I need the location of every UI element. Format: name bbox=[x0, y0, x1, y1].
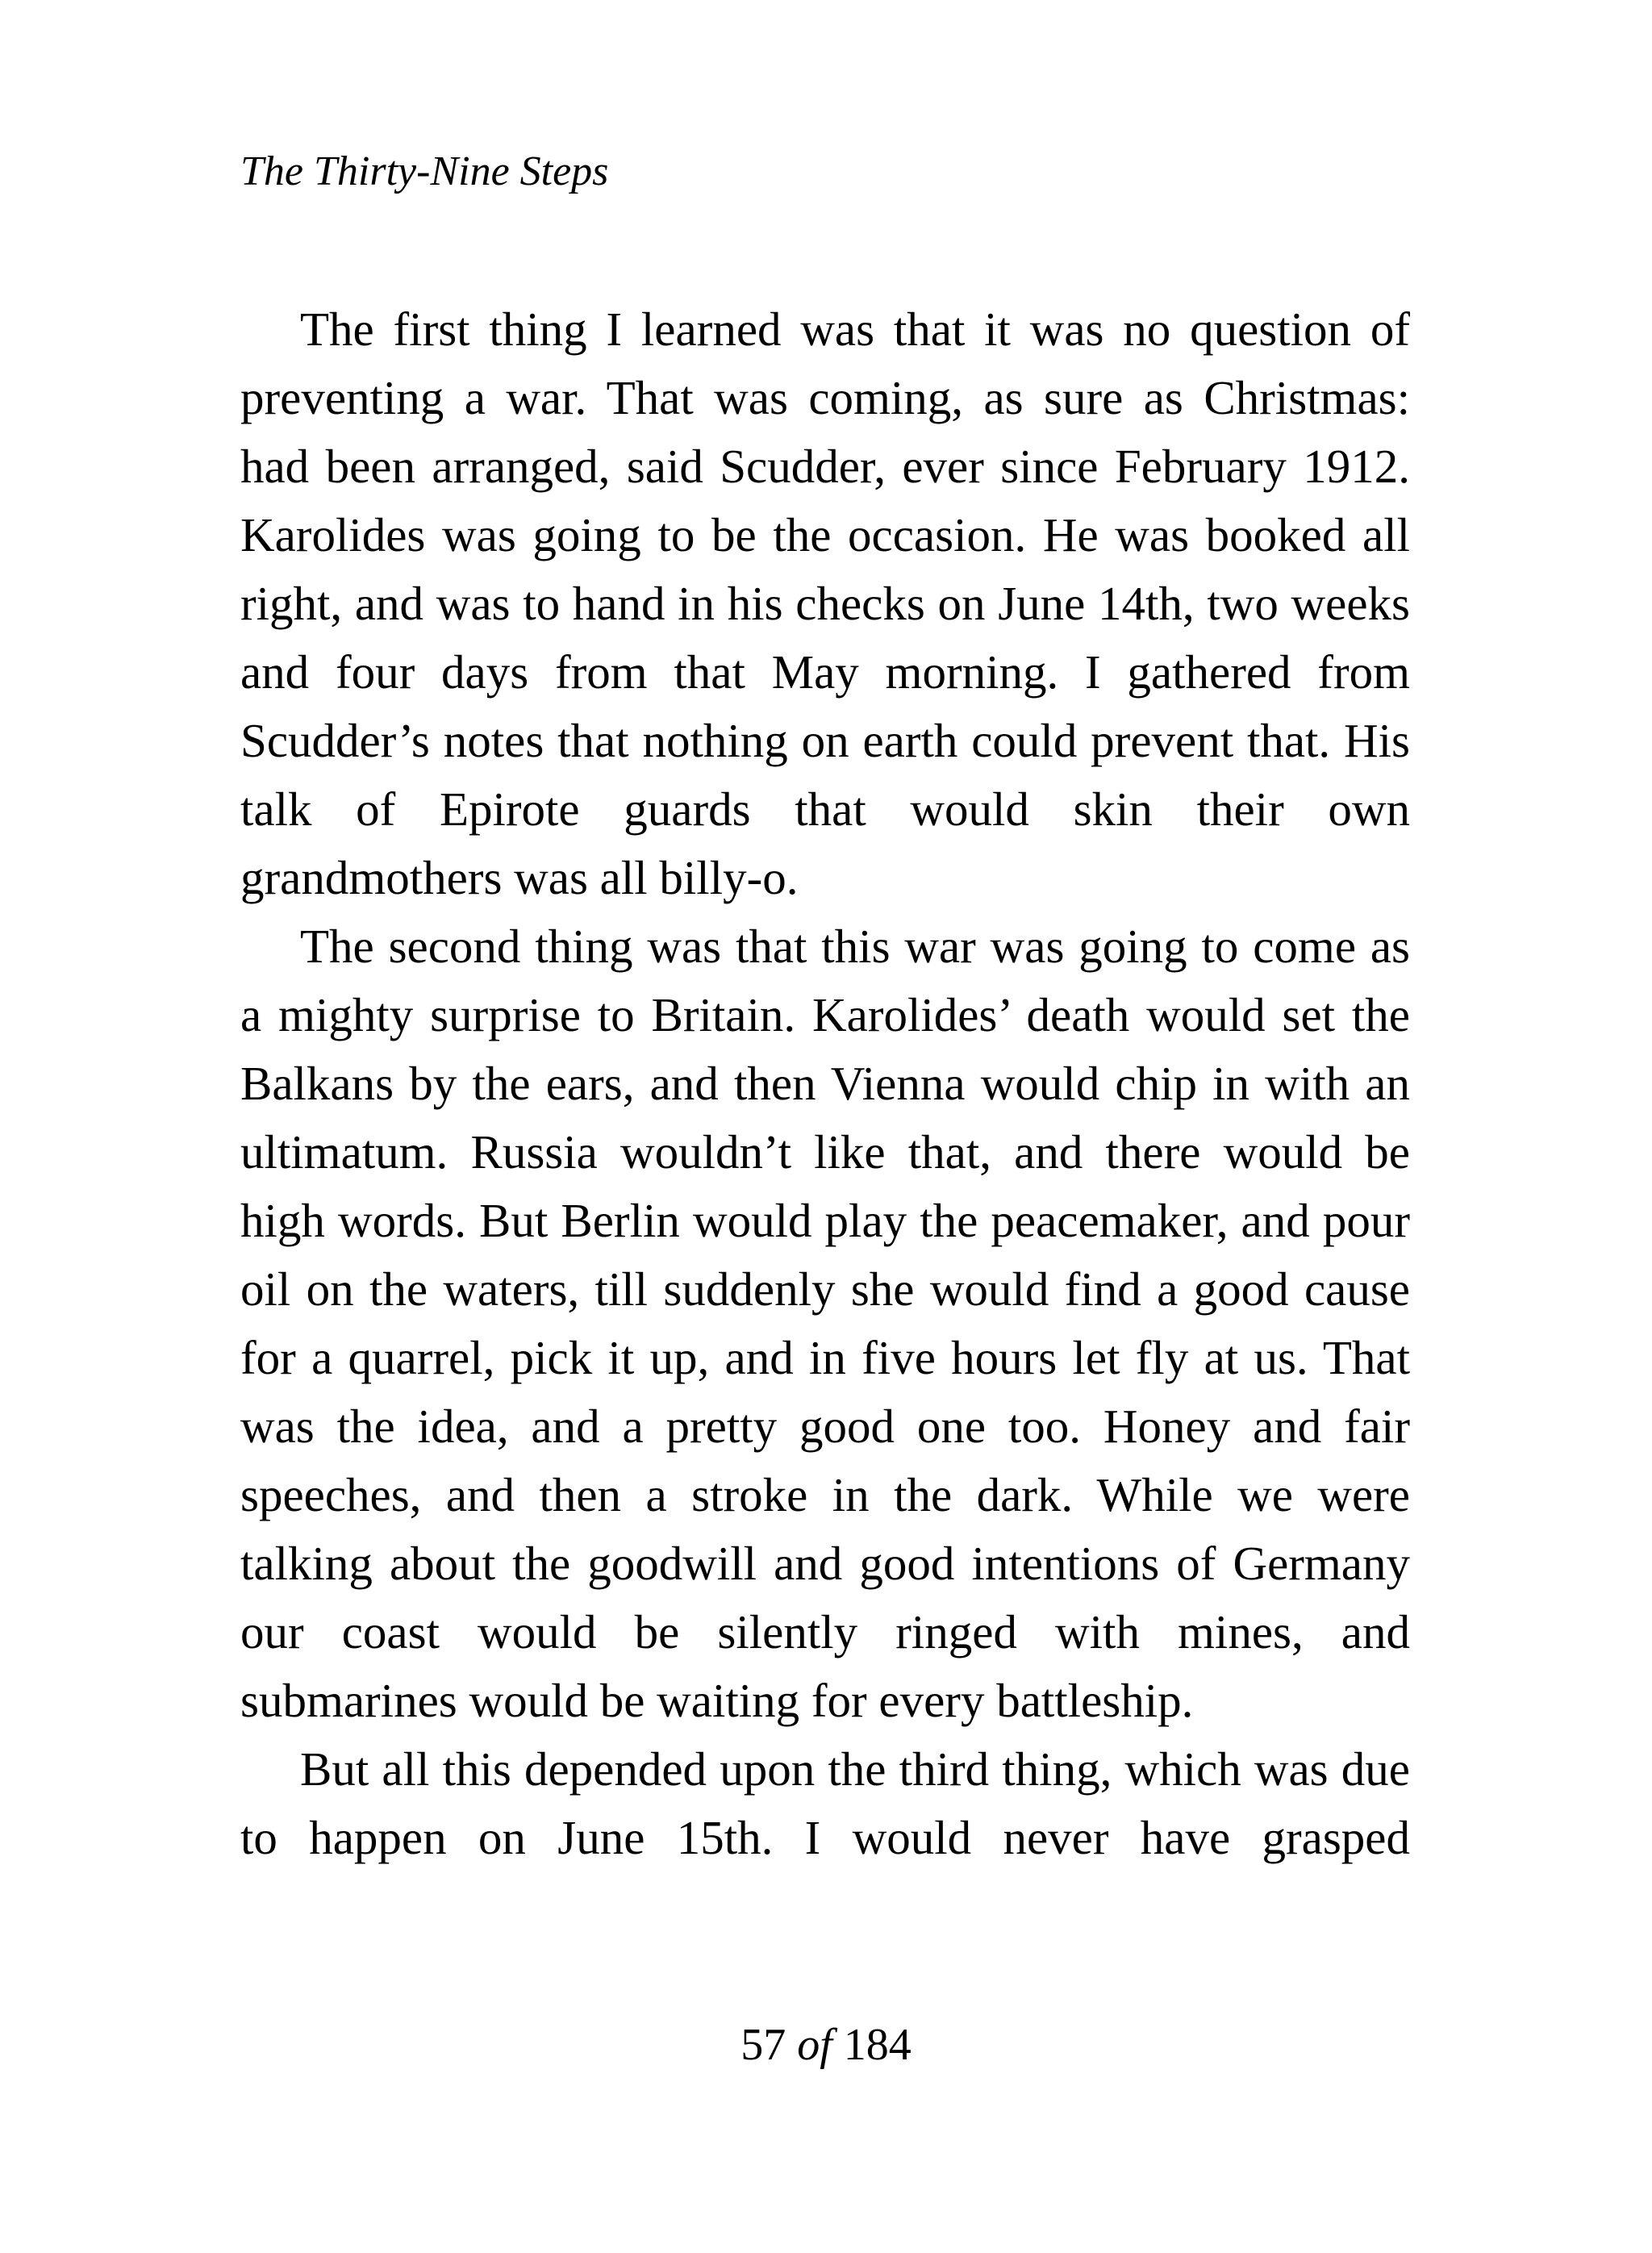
paragraph-1: The first thing I learned was that it was no question of preventing a war. That was coming, as sure as Christmas: had been arranged, said Scudder, ever since February 1912. Karolides was going to be the occasion. He was booked all right, and was to hand in his checks on June 14th, two weeks and four days from that May morning. I gathered from Scudder’s notes that nothing on earth could prevent that. His talk of Epirote guards that would skin their own grandmothers was all billy-o. bbox=[240, 302, 1410, 904]
paragraph-2: The second thing was that this war was going to come as a mighty surprise to Britain. Karolides’ death would set the Balkans by the ears, and then Vienna would chip in with an ultimatum. Russia wouldn’t like that, and there would be high words. But Berlin would play the peacemaker, and pour oil on the waters, till suddenly she would find a good cause for a quarrel, pick it up, and in five hours let fly at us. That was the idea, and a pretty good one too. Honey and fair speeches, and then a stroke in the dark. While we were talking about the goodwill and good intentions of Germany our coast would be silently ringed with mines, and submarines would be waiting for every battleship. bbox=[240, 920, 1410, 1727]
page-body bbox=[240, 295, 1410, 1872]
current-page-number: 57 bbox=[740, 2020, 786, 2070]
total-page-count: 184 bbox=[843, 2020, 912, 2070]
page-of-word: of bbox=[797, 2020, 832, 2070]
running-header-title: The Thirty-Nine Steps bbox=[240, 148, 609, 194]
paragraph-3: But all this depended upon the third thing, which was due to happen on June 15th. I would never have grasped bbox=[240, 1742, 1410, 1864]
page-number bbox=[0, 2018, 1652, 2072]
